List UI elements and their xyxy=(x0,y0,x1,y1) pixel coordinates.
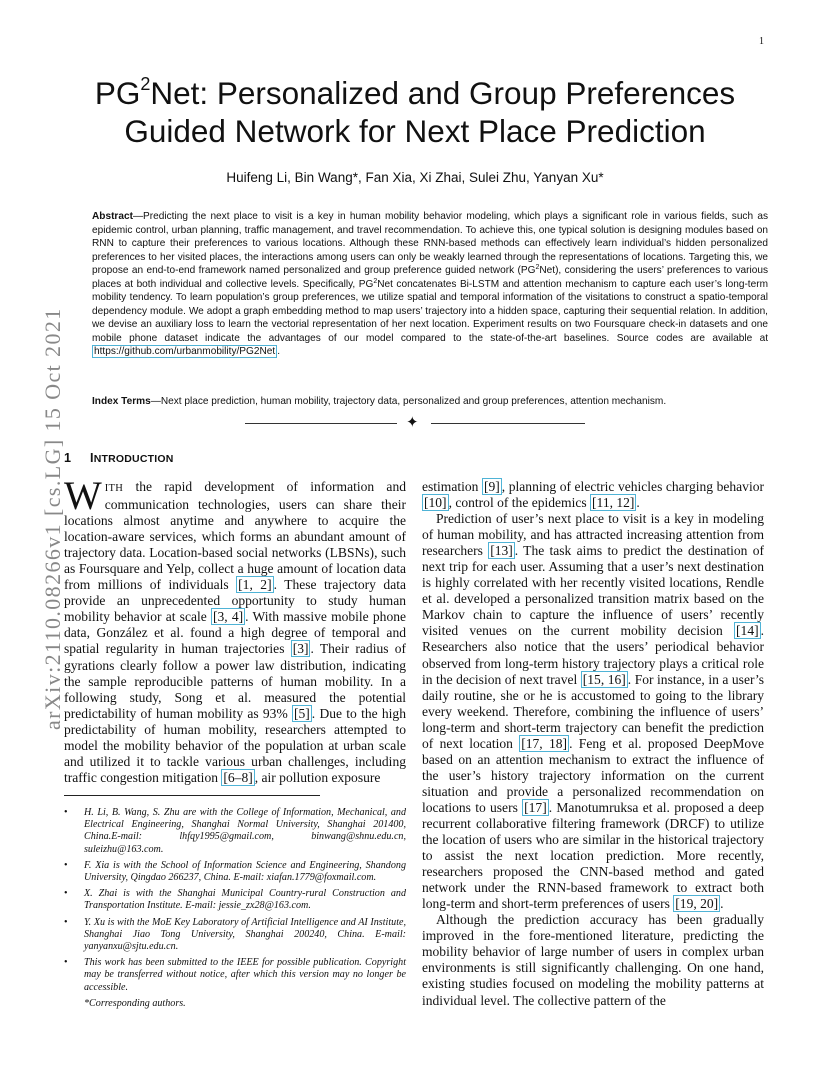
abstract xyxy=(92,210,768,359)
text-run: . For instance, in a user’s daily routine, she or he is accustomed to going to the library every weekend. Therefore, combining the influence of users’ long-term and short-term trajectory can benefit the prediction of next location xyxy=(422,671,765,751)
arxiv-identifier[interactable]: arXiv:2110.08266v1 [cs.LG] 15 Oct 2021 xyxy=(40,307,65,730)
separator-star-icon: ✦ xyxy=(406,413,419,431)
paper-title xyxy=(70,74,760,150)
footnote-item: • This work has been submitted to the IEEE for possible publication. Copyright may be transferred without notice, after which this version may no longer be accessible. xyxy=(64,957,406,994)
section-title-first: I xyxy=(90,451,94,465)
abstract-text-1: —Predicting the next place to visit is a key in human mobility behavior modeling, which plays a significant role in various fields, such as epidemic control, urban planning, traffic management, and travel recommendation. To achieve this, one typical solution is designing modules based on RNN to capture their preferences to various locations. Although these RNN-based methods can effectively learn individual’s hidden personalized preferences to her visited places, the interactions among users can only be weakly learned through the representations of locations. Targeting this, we propose an end-to-end framework named personalized and group preference guided network (PG xyxy=(92,211,768,277)
separator-line-right xyxy=(431,423,585,424)
citation-link[interactable]: [11, 12] xyxy=(592,495,635,511)
section-number: 1 xyxy=(64,451,72,465)
citation-link[interactable]: [6–8] xyxy=(223,769,253,785)
text-run: . xyxy=(636,495,640,511)
title-line1-rest: Net: Personalized and Group Preferences xyxy=(150,75,736,111)
drop-cap: W xyxy=(64,473,102,518)
abstract-sup-2: 2 xyxy=(373,277,378,285)
text-run: . With massive mobile phone data, González et al. found a high degree of temporal and spatial regularity in human trajectories xyxy=(64,609,407,657)
text-run: , planning of electric vehicles charging behavior xyxy=(501,479,764,494)
text-run: the rapid development of information and communication technologies, users can share their locations almost anytime and anywhere to acquire the location-aware services, which forms an abundant amount of trajectory data. Location-based social networks (LBSNs), such as Foursquare and Yelp, collect a huge amount of location data from millions of individuals xyxy=(64,479,406,593)
citation-link[interactable]: [15, 16] xyxy=(582,671,626,687)
citation-link[interactable]: [3] xyxy=(292,641,309,657)
citation-link[interactable]: [19, 20] xyxy=(675,896,719,912)
abstract-label: Abstract xyxy=(92,211,133,222)
title-superscript: 2 xyxy=(140,74,151,94)
index-terms xyxy=(92,395,772,408)
citation-link[interactable]: [14] xyxy=(736,623,759,639)
citation-link[interactable]: [10] xyxy=(424,495,447,511)
text-run: . Their radius of gyrations clearly follow a power law distribution, indicating the sample reproducible patterns of human mobility. In a following study, Song et al. measured the potential predictability of human mobility as 93% xyxy=(64,641,406,721)
right-column xyxy=(422,479,764,1009)
page-number: 1 xyxy=(759,36,764,47)
section-separator xyxy=(245,414,585,434)
text-run: . xyxy=(720,896,724,912)
text-run: , air pollution exposure xyxy=(254,769,381,785)
text-run: Prediction of user’s next place to visit is a key in modeling of human mobility, and has attracted increasing attention from researchers xyxy=(422,511,764,559)
footnotes xyxy=(64,807,406,1010)
text-run: . These trajectory data provide an unprecedented opportunity to study human mobility behavior at scale xyxy=(64,577,406,625)
lead-word: ITH xyxy=(104,483,124,494)
text-run: . Manotumruksa et al. proposed a deep recurrent collaborative filtering framework (DRCF) to utilize the location of users who are similar in the historical trajectory to assist the next location prediction. More recently, researchers proposed the CNN-based method and gated network under the RNN-based framework to extract both long-term and short-term preferences of users xyxy=(422,799,765,912)
left-column xyxy=(64,473,407,786)
citation-link[interactable]: [17, 18] xyxy=(521,735,568,751)
index-terms-text: —Next place prediction, human mobility, trajectory data, personalized and group preferences, attention mechanism. xyxy=(150,396,667,407)
footnote-item: • F. Xia is with the School of Information Science and Engineering, Shandong University, Qingdao 266237, China. E-mail: xiafan.1779@foxmail.com. xyxy=(64,860,406,884)
citation-link[interactable]: [1, 2] xyxy=(238,577,272,593)
text-run: . Feng et al. proposed DeepMove based on an attention mechanism to extract the influence of the user’s history trajectory information on the current situation and provide a personalized recommendation on locations to users xyxy=(422,735,764,815)
footnote-item: • H. Li, B. Wang, S. Zhu are with the College of Information, Mechanical, and Electrical Engineering, Shanghai Normal University, Shanghai 201400, China.E-mail: lhfqy1995@gmail.com, binwang@shnu.edu.cn, suleizhu@163.com. xyxy=(64,807,406,856)
abstract-end: . xyxy=(277,346,281,358)
abstract-text-3: Net concatenates Bi-LSTM and attention mechanism to capture each user’s long-term mobility tendency. To learn population’s group preferences, we utilize spatial and temporal information of the visitations to construct a spatio-temporal dependency module. We adopt a graph embedding method to map users’ trajectory into a hidden space, capturing their sequential relation. In addition, we devise an auxiliary loss to learn the vectorial representation of her next location. Experiment results on two Foursquare check-in datasets and one mobile phone dataset indicate the advantages of our model compared to the state-of-the-art baselines. Source codes are available at xyxy=(92,278,768,344)
text-run: . The task aims to predict the destination of next trip for each user. Assuming that a user’s next destination is highly correlated with her recently visited locations, Rendle et al. developed a personalized transition matrix based on the Markov chain to capture the influence of users’ recently visited venues on the current mobility decision xyxy=(422,543,764,639)
separator-line-left xyxy=(245,423,397,424)
text-run: . Researchers also notice that the users’ periodical behavior observed from long-term history trajectory plays a critical role in the decision of next travel xyxy=(422,623,764,687)
footnote-item: • X. Zhai is with the Shanghai Municipal Country-rural Construction and Transportation Institute. E-mail: jessie_zx28@163.com. xyxy=(64,888,406,912)
citation-link[interactable]: [13] xyxy=(490,543,513,559)
intro-paragraph xyxy=(64,473,407,786)
text-run: estimation xyxy=(422,479,482,494)
body-paragraph xyxy=(422,511,764,912)
index-terms-label: Index Terms xyxy=(92,396,151,407)
abstract-text-2: Net), considering the users’ preferences to various places at both individual and collective levels. Specifically, PG xyxy=(92,265,768,290)
github-link[interactable]: https://github.com/urbanmobility/PG2Net xyxy=(94,346,276,358)
author-list: Huifeng Li, Bin Wang*, Fan Xia, Xi Zhai, Sulei Zhu, Yanyan Xu* xyxy=(226,170,604,185)
abstract-sup-1: 2 xyxy=(535,264,540,272)
section-title-rest: NTRODUCTION xyxy=(93,453,174,465)
text-run: . Due to the high predictability of human mobility, researchers attempted to model the mobility behavior of the population at urban scale and utilized it to tackle various urban challenges, including traffic congestion mitigation xyxy=(64,705,406,785)
citation-link[interactable]: [5] xyxy=(294,705,310,721)
footnote-rule xyxy=(64,795,320,796)
title-line2: Guided Network for Next Place Prediction xyxy=(124,113,706,149)
body-paragraph xyxy=(422,479,764,511)
citation-link[interactable]: [3, 4] xyxy=(212,609,244,625)
citation-link[interactable]: [9] xyxy=(484,479,500,494)
corresponding-authors-note: *Corresponding authors. xyxy=(84,997,186,1009)
section-heading xyxy=(64,451,173,465)
body-paragraph: Although the prediction accuracy has been gradually improved in the fore-mentioned literature, predicting the mobility behavior of large number of users in complex urban environments is still significantly challenging. On one hand, existing studies focused on modeling the mobility patterns at individual level. The collective pattern of the xyxy=(422,912,764,1008)
title-prefix: PG xyxy=(94,75,141,111)
citation-link[interactable]: [17] xyxy=(524,799,547,815)
footnote-item: • Y. Xu is with the MoE Key Laboratory of Artificial Intelligence and AI Institute, Shanghai Jiao Tong University, Shanghai 200240, China. E-mail: yanyanxu@sjtu.edu.cn. xyxy=(64,917,406,954)
text-run: , control of the epidemics xyxy=(448,495,591,511)
